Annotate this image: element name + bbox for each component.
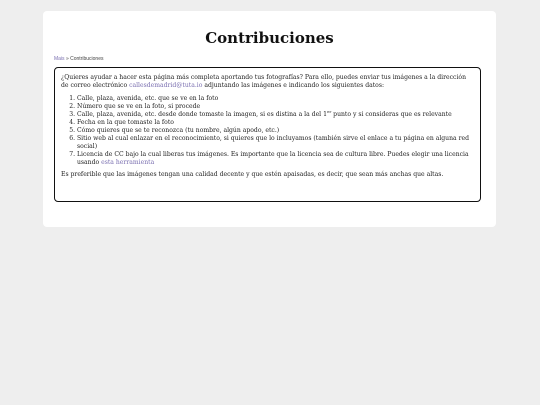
license-tool-link[interactable]: esta herramienta [101,159,155,166]
list-item: 5. Cómo quieres que se te reconozca (tu nombre, algún apodo, etc.) [77,127,474,135]
required-data-list [61,95,474,167]
contribution-info-box [54,67,481,202]
breadcrumb-separator: » [65,56,69,62]
list-item [77,151,474,167]
list-item [77,108,474,119]
intro-paragraph [61,74,474,90]
breadcrumb-current: Contribuciones [70,56,104,62]
main-card [43,11,496,227]
intro-text-after: adjuntando las imágenes e indicando los siguientes datos: [204,82,385,89]
breadcrumb [54,56,103,62]
page-title: Contribuciones [205,29,334,47]
breadcrumb-home-link[interactable]: Mais [54,56,65,62]
list-item-text: punto y si consideras que es relevante [333,111,452,118]
footer-note: Es preferible que las imágenes tengan una calidad decente y que estén apaisadas, es decir, que sean más anchas que altas. [61,171,444,178]
list-item-text: Calle, plaza, avenida, etc. desde donde tomaste la imagen, si es distina a la del 1 [77,111,327,118]
list-item: 2. Número que se ve en la foto, si procede [77,103,474,111]
list-item-text: Licencia de CC bajo la cual liberas tus imágenes. Es importante que la licencia sea de cultura libre. Puedes elegir una licencia usando [77,151,469,166]
list-item: 4. Fecha en la que tomaste la foto [77,119,474,127]
intro-text-before: ¿Quieres ayudar a hacer esta página más completa aportando tus fotografías? Para ello, puedes enviar tus imágenes a la dirección de correo electrónico [61,74,466,89]
email-link[interactable]: callesdemadrid@tuta.io [129,82,203,89]
list-item: 6. Sitio web al cual enlazar en el reconocimiento, si quieres que lo incluyamos (también sirve el enlace a tu página en alguna red social) [77,135,474,151]
ordinal-superscript: er [326,108,332,114]
list-item: 1. Calle, plaza, avenida, etc. que se ve en la foto [77,95,474,103]
